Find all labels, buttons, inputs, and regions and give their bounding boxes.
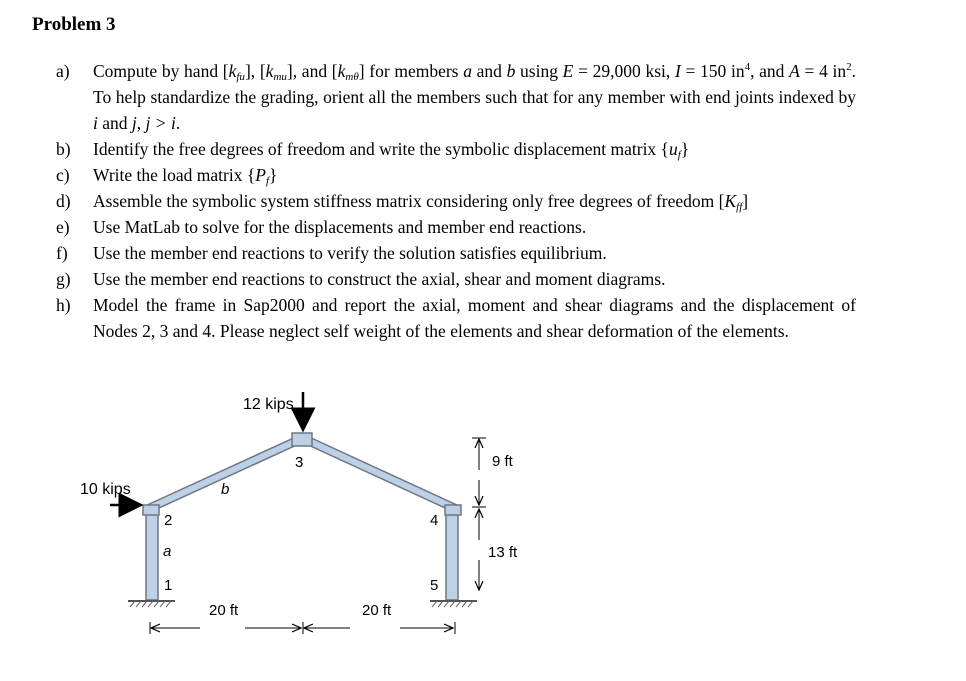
right-rafter <box>304 436 459 513</box>
item-a-text: Compute by hand $[k_{fu}]$, $[k_{mu}]$, and $[k_{m\theta}]$ for members a and b using E = 29,000 ksi, I = 150 $in^4$, and A = 4 $in^2$. To help standardize the grading, orient all the members such that for any member with end joints indexed by i and j, j > i. <box>93 61 856 133</box>
item-b-text: Identify the free degrees of freedom and write the symbolic displacement matrix $\{u_f\}$ <box>93 139 690 161</box>
right-column <box>446 512 458 600</box>
dim-label-9ft: 9 ft <box>492 453 513 470</box>
joint-node-2 <box>143 505 159 515</box>
load-label-10kips: 10 kips <box>80 481 131 498</box>
node-label-2: 2 <box>164 512 173 529</box>
node-label-3: 3 <box>295 454 304 471</box>
item-e-text: Use MatLab to solve for the displacements and member end reactions. <box>93 217 587 237</box>
node-label-4: 4 <box>430 512 439 529</box>
item-label: d) <box>56 191 71 211</box>
member-a-label: a <box>163 543 172 560</box>
member-a-column <box>146 512 158 600</box>
dim-label-20ft-right: 20 ft <box>362 602 392 619</box>
item-label: f) <box>56 243 68 263</box>
item-c-text: Write the load matrix $\{P_f\}$ <box>93 165 278 187</box>
item-label: b) <box>56 139 71 159</box>
problem-title: Problem 3 <box>32 14 116 35</box>
node-label-5: 5 <box>430 577 439 594</box>
dim-label-20ft-left: 20 ft <box>209 602 239 619</box>
joint-node-4 <box>445 505 461 515</box>
item-label: h) <box>56 295 71 315</box>
item-label: c) <box>56 165 70 185</box>
item-h-text: Model the frame in Sap2000 and report the axial, moment and shear diagrams and the displacement of Nodes 2, 3 and 4. Please neglect self weight of the elements and shear deformation of the elements. <box>93 295 856 341</box>
member-b-rafter <box>145 436 304 513</box>
joint-node-3 <box>292 433 312 446</box>
item-g-text: Use the member end reactions to construct the axial, shear and moment diagrams. <box>93 269 666 289</box>
node-label-1: 1 <box>164 577 173 594</box>
dim-label-13ft: 13 ft <box>488 544 518 561</box>
load-label-12kips: 12 kips <box>243 396 294 413</box>
dimension-9ft <box>472 438 486 507</box>
item-f-text: Use the member end reactions to verify the solution satisfies equilibrium. <box>93 243 607 263</box>
dimension-20ft-left <box>150 622 301 634</box>
dimension-20ft-right <box>303 622 455 634</box>
fixed-support-node-5 <box>430 601 477 607</box>
fixed-support-node-1 <box>128 601 175 607</box>
item-d-text: Assemble the symbolic system stiffness matrix considering only free degrees of freedom $[K_{ff}]$ <box>93 191 749 213</box>
item-label: g) <box>56 269 71 289</box>
member-b-label: b <box>221 481 230 498</box>
item-label: a) <box>56 61 70 81</box>
item-label: e) <box>56 217 70 237</box>
